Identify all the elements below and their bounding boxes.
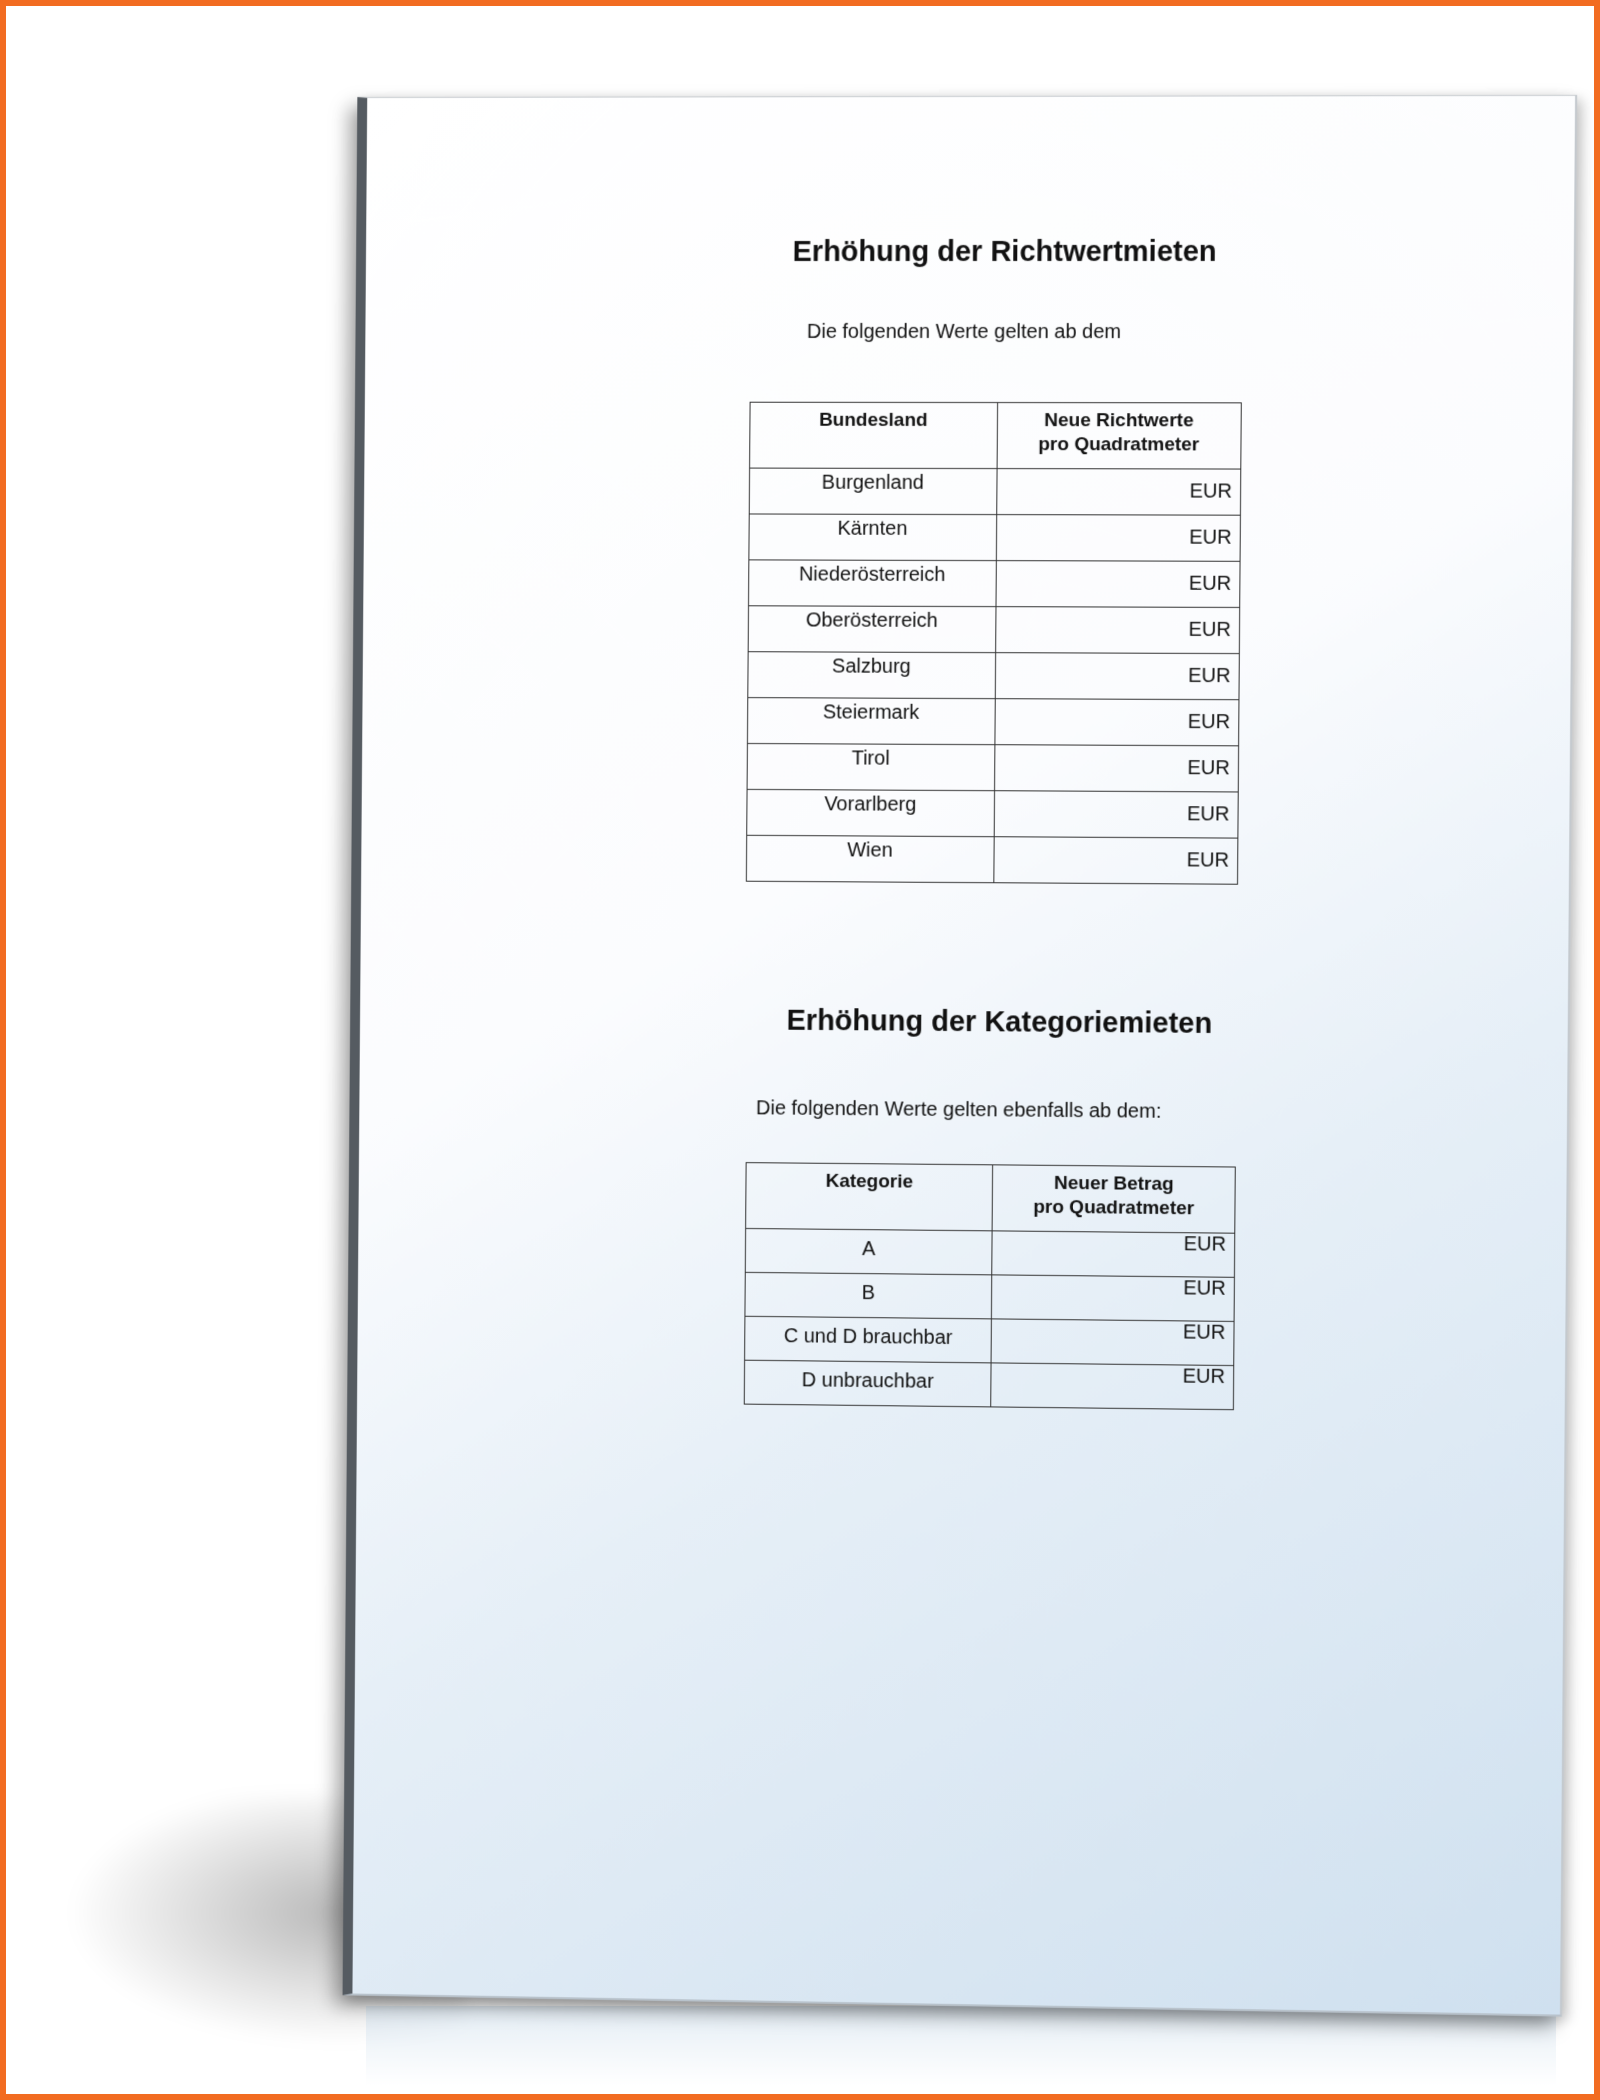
table-row bbox=[745, 1316, 1234, 1365]
richtwert-unit: EUR bbox=[993, 837, 1238, 885]
bundesland-name: Niederösterreich bbox=[749, 560, 996, 607]
richtwert-header-bundesland: Bundesland bbox=[750, 402, 998, 468]
kategorie-unit: EUR bbox=[992, 1319, 1235, 1366]
kategorie-name: A bbox=[745, 1228, 992, 1274]
richtwert-table-header-row bbox=[750, 402, 1242, 469]
kategorie-table bbox=[744, 1162, 1236, 1410]
bundesland-name: Salzburg bbox=[748, 652, 995, 699]
kategorie-unit: EUR bbox=[992, 1275, 1235, 1322]
richtwert-header-neue-richtwerte bbox=[997, 403, 1242, 470]
document-content bbox=[343, 95, 1578, 2017]
table-row bbox=[748, 652, 1240, 700]
table-row bbox=[747, 743, 1239, 791]
kategorie-header-line2: pro Quadratmeter bbox=[1033, 1196, 1195, 1220]
kategorie-header-neuer-betrag bbox=[993, 1165, 1236, 1233]
kategorie-name: B bbox=[745, 1272, 992, 1319]
richtwert-table bbox=[746, 402, 1242, 885]
bundesland-name: Kärnten bbox=[749, 514, 996, 561]
richtwert-header-line2: pro Quadratmeter bbox=[1038, 434, 1200, 456]
table-row bbox=[744, 1360, 1233, 1409]
kategorie-unit: EUR bbox=[992, 1231, 1235, 1277]
richtwert-unit: EUR bbox=[996, 515, 1241, 562]
table-row bbox=[749, 468, 1241, 515]
richtwert-unit: EUR bbox=[996, 469, 1241, 516]
kategorie-table-header-row bbox=[746, 1163, 1236, 1234]
bundesland-name: Oberösterreich bbox=[748, 606, 995, 653]
richtwert-unit: EUR bbox=[995, 653, 1240, 700]
table-row bbox=[747, 789, 1239, 838]
bundesland-name: Wien bbox=[746, 835, 993, 882]
section1-intro: Die folgenden Werte gelten ab dem bbox=[806, 320, 1122, 344]
bundesland-name: Vorarlberg bbox=[747, 789, 994, 836]
table-row bbox=[747, 698, 1239, 746]
kategorie-header-kategorie: Kategorie bbox=[746, 1163, 993, 1231]
richtwert-unit: EUR bbox=[996, 561, 1241, 608]
richtwert-unit: EUR bbox=[994, 699, 1239, 746]
richtwert-unit: EUR bbox=[994, 791, 1239, 838]
document-sheet-wrapper bbox=[343, 95, 1578, 2017]
bundesland-name: Steiermark bbox=[747, 698, 994, 745]
bundesland-name: Burgenland bbox=[749, 468, 996, 515]
richtwert-header-line1: Neue Richtwerte bbox=[1044, 410, 1194, 432]
section1-title: Erhöhung der Richtwertmieten bbox=[792, 235, 1217, 268]
section2-intro: Die folgenden Werte gelten ebenfalls ab dem: bbox=[755, 1097, 1162, 1123]
kategorie-name: D unbrauchbar bbox=[744, 1360, 991, 1407]
kategorie-header-line1: Neuer Betrag bbox=[1054, 1172, 1174, 1196]
table-row bbox=[748, 606, 1240, 654]
section2-title: Erhöhung der Kategoriemieten bbox=[786, 1004, 1213, 1040]
table-row bbox=[749, 560, 1241, 608]
richtwert-unit: EUR bbox=[995, 607, 1240, 654]
table-row bbox=[746, 835, 1238, 884]
kategorie-name: C und D brauchbar bbox=[745, 1316, 992, 1363]
richtwert-unit: EUR bbox=[994, 745, 1239, 792]
table-row bbox=[749, 514, 1241, 561]
table-row bbox=[745, 1228, 1234, 1277]
kategorie-unit: EUR bbox=[991, 1363, 1234, 1410]
sheet-floor-reflection bbox=[366, 2006, 1556, 2086]
table-row bbox=[745, 1272, 1234, 1321]
bundesland-name: Tirol bbox=[747, 743, 994, 790]
